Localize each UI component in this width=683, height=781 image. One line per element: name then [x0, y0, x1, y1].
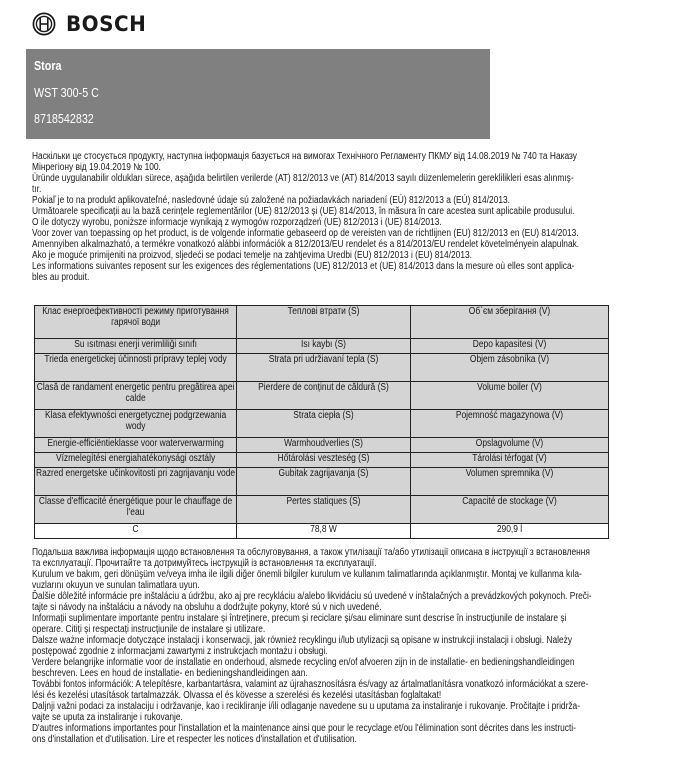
note-line: ons d'installation et d'utilisation. Lire et respecter les notices d'installation et d'utilisation.: [32, 734, 357, 745]
note-line: Informații suplimentare importante pentru instalare și întreținere, precum și reciclare și/sau eliminare sunt descrise în instrucțiunile de instalare și: [32, 613, 567, 624]
table-row: [35, 468, 609, 496]
heat-loss-header: Strata ciepła (S): [237, 410, 411, 438]
heat-loss-header: Hőtárolási veszteség (S): [237, 453, 411, 468]
intro-line: Voor zover van toepassing op het product, is de volgende informatie gebaseerd op de vereisten van de richtlijnen (EU) 812/2013 en (EU) 814/2013.: [32, 228, 579, 239]
energy-class-header: Trieda energetickej účinnosti prípravy teplej vody: [35, 354, 237, 382]
note-line: D'autres informations importantes pour l'installation et la maintenance ainsi que pour le recyclage et/ou l'élimination sont décrites dans les instructi-: [32, 723, 576, 734]
energy-class-header: Classe d'efficacité énergétique pour le chauffage de l'eau: [35, 496, 237, 524]
storage-volume-value: 290,9 l: [411, 524, 609, 539]
intro-line: Ako je moguće primijeniti na proizvod, sljedeći se podaci temelje na zahtjevima Uredbi (EU) 812/2013 i (EU) 814/2013.: [32, 250, 472, 261]
intro-line: O ile dotyczy wyrobu, poniższe informacje wynikają z wymogów rozporządzeń (UE) 812/2013 i (UE) 814/2013.: [32, 217, 442, 228]
note-line: További fontos információk: A telepítésre, karbantartásra, valamint az újrahasznosításra és/vagy az ártalmatlanításra vonatkozó információkat a szere-: [32, 679, 589, 690]
note-line: vuzlarını okuyun ve sunulan talimatlara uyun.: [32, 580, 200, 591]
note-line: Подальша важлива інформація щодо встановлення та обслуговування, а також утилізації та/або утилізації описана в інструкції з встановлення: [32, 547, 590, 558]
energy-class-header: Energie-efficiëntieklasse voor waterverwarming: [35, 438, 237, 453]
heat-loss-header: Isı kaybı (S): [237, 339, 411, 354]
energy-class-header: Клас енергоефективності режиму приготування гарячої води: [35, 306, 237, 339]
note-line: Ďalšie dôležité informácie pre inštaláciu a údržbu, ako aj pre recykláciu a/alebo likvidáciu sú uvedené v inštalačných a prevádzkových pokynoch. Preči-: [32, 591, 592, 602]
storage-volume-header: Tárolási térfogat (V): [411, 453, 609, 468]
article-number: 8718542832: [34, 112, 94, 126]
storage-volume-header: Opslagvolume (V): [411, 438, 609, 453]
note-line: beschreven. Lees en houd de installatie- en bedieningshandleidingen aan.: [32, 668, 308, 679]
note-line: Dalsze ważne informacje dotyczące instalacji i konserwacji, jak również recyklingu i/lub utylizacji są opisane w instrukcji instalacji i obsługi. Należy: [32, 635, 573, 646]
intro-line: Üründe uygulanabilir oldukları sürece, aşağıda belirtilen verilerde (AT) 812/2013 ve (AT) 814/2013 sayılı düzenlemelerin gereklilikleri esas alınmış-: [32, 173, 574, 184]
brand-name: BOSCH: [66, 12, 147, 36]
product-family: Stora: [34, 59, 62, 73]
note-line: Daljnji važni podaci za instalaciju i održavanje, kao i recikliranje i/ili odlaganje navedene su u uputama za instaliranje i rukovanje. Pročitajte i pridrža-: [32, 701, 581, 712]
energy-class-header: Razred energetske učinkovitosti pri zagrijavanju vode: [35, 468, 237, 496]
heat-loss-header: Warmhoudverlies (S): [237, 438, 411, 453]
energy-class-header: Vízmelegítési energiahatékonysági osztály: [35, 453, 237, 468]
intro-line: Наскільки це стосується продукту, наступна інформація базується на вимогах Технічного Регламенту ПКМУ від 14.08.2019 № 740 та Наказу: [32, 151, 577, 162]
note-line: та експлуатації. Прочитайте та дотримуйтесь інструкцій із встановлення та експлуатації.: [32, 558, 377, 569]
table-row: [35, 453, 609, 468]
intro-line: tır.: [32, 184, 42, 195]
installation-notes: [32, 547, 648, 745]
table-row: [35, 438, 609, 453]
storage-volume-header: Volume boiler (V): [411, 382, 609, 410]
note-line: vajte se uputa za instaliranje i rukovanje.: [32, 712, 183, 723]
table-row: [35, 382, 609, 410]
heat-loss-header: Pierdere de conținut de căldură (S): [237, 382, 411, 410]
heat-loss-header: Strata pri udržiavaní tepla (S): [237, 354, 411, 382]
note-line: tajte si návody na inštaláciu a návody na obsluhu a dodržujte pokyny, ktoré sú v nich uvedené.: [32, 602, 382, 613]
intro-line: Мінрегіону від 19.04.2019 № 100.: [32, 162, 161, 173]
note-line: Kurulum ve bakım, geri dönüşüm ve/veya imha ile ilgili diğer önemli bilgiler kurulum ve kullanım talimatlarında açıklanmıştır. Montaj ve kullanma kıla-: [32, 569, 582, 580]
table-row: [35, 306, 609, 339]
note-line: postępować zgodnie z informacjami zawartymi z instrukcjach montażu i obsługi.: [32, 646, 328, 657]
energy-class-header: Klasa efektywności energetycznej podgrzewania wody: [35, 410, 237, 438]
product-banner: [26, 49, 490, 139]
storage-volume-header: Depo kapasitesi (V): [411, 339, 609, 354]
regulation-intro: [32, 151, 648, 283]
note-line: Verdere belangrijke informatie voor de installatie en onderhoud, alsmede recycling en/of afvoeren zijn in de installatie- en bedieningshandleidingen: [32, 657, 575, 668]
intro-line: Les informations suivantes reposent sur les exigences des réglementations (UE) 812/2013 et (UE) 814/2013 dans la mesure où elles sont applica-: [32, 261, 575, 272]
storage-volume-header: Capacité de stockage (V): [411, 496, 609, 524]
energy-spec-table: [34, 305, 609, 539]
energy-class-value: C: [35, 524, 237, 539]
table-row-values: [35, 524, 609, 539]
intro-line: Următoarele specificații au la bază cerințele reglementărilor (UE) 812/2013 și (UE) 814/2013, în măsura în care acestea sunt aplicabile produsului.: [32, 206, 575, 217]
energy-class-header: Su ısıtması enerji verimliliği sınıfı: [35, 339, 237, 354]
note-line: lési és kezelési utasítások tartalmazzák. Olvassa el és kövesse a szerelési és kezelési utasításban foglaltakat!: [32, 690, 442, 701]
intro-line: bles au produit.: [32, 272, 90, 283]
storage-volume-header: Objem zásobníka (V): [411, 354, 609, 382]
table-row: [35, 496, 609, 524]
heat-loss-header: Pertes statiques (S): [237, 496, 411, 524]
heat-loss-value: 78,8 W: [237, 524, 411, 539]
heat-loss-header: Теплові втрати (S): [237, 306, 411, 339]
heat-loss-header: Gubitak zagrijavanja (S): [237, 468, 411, 496]
table-row: [35, 339, 609, 354]
energy-class-header: Clasă de randament energetic pentru pregătirea apei calde: [35, 382, 237, 410]
table-row: [35, 410, 609, 438]
table-row: [35, 354, 609, 382]
bosch-logo: [32, 10, 150, 38]
intro-line: Amennyiben alkalmazható, a termékre vonatkozó alábbi információk a 812/2013/EU rendelet és a 814/2013/EU rendelet követelményein alapulnak.: [32, 239, 580, 250]
note-line: operare. Citiți și respectați instrucțiunile de instalare și utilizare.: [32, 624, 266, 635]
intro-line: Pokiaľ je to na produkt aplikovateľné, nasledovné údaje sú založené na požiadavkách nariadení (EÚ) 812/2013 a (EÚ) 814/2013.: [32, 195, 511, 206]
storage-volume-header: Volumen spremnika (V): [411, 468, 609, 496]
storage-volume-header: Pojemność magazynowa (V): [411, 410, 609, 438]
bosch-armature-icon: [32, 12, 56, 36]
product-model: WST 300-5 C: [34, 86, 99, 100]
storage-volume-header: Об`єм зберігання (V): [411, 306, 609, 339]
